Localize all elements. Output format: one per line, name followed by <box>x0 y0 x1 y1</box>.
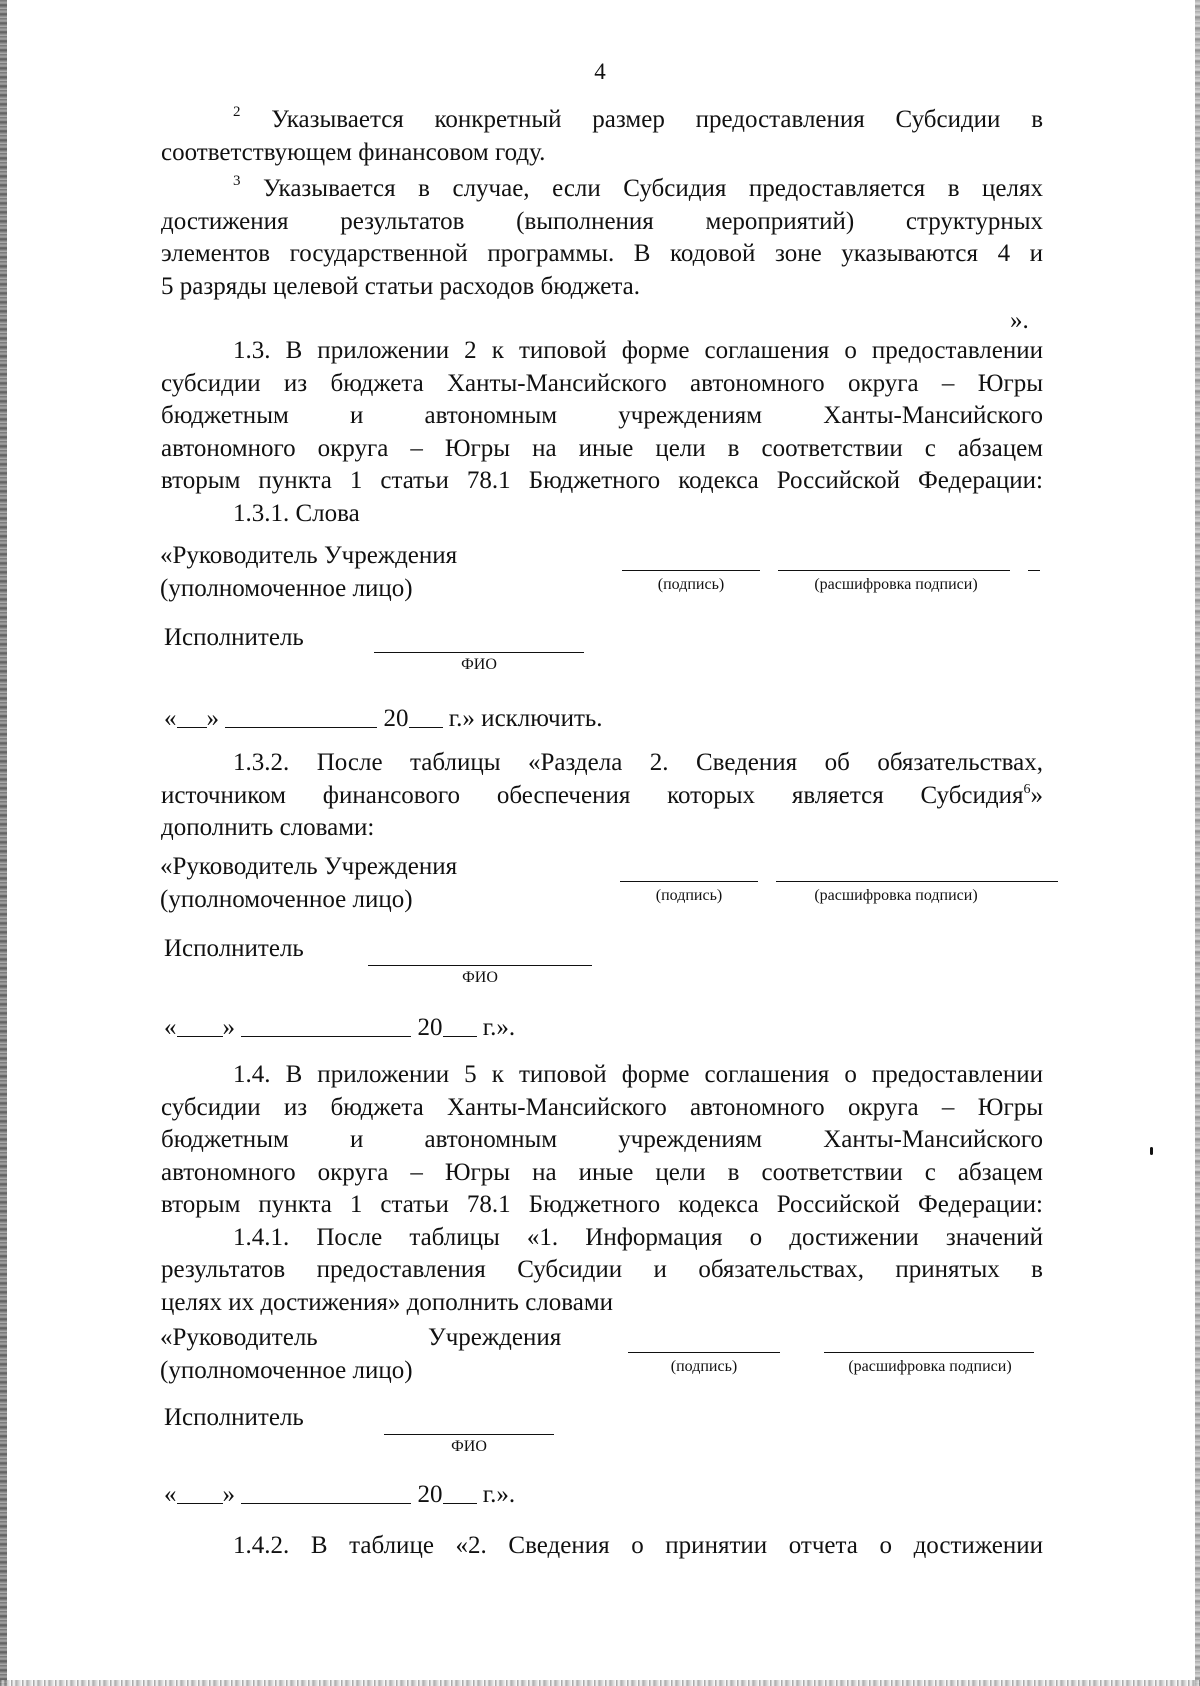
section-1-4 <box>161 1059 1043 1319</box>
date-suffix: г.». <box>482 1481 516 1508</box>
section-1-4-2 <box>161 1530 1043 1563</box>
signatory-role: «Руководитель <box>160 1324 318 1351</box>
quote-close: » <box>222 1014 235 1041</box>
scan-edge-bottom <box>0 1680 1200 1686</box>
signatory-role-word: Учреждения <box>428 1324 562 1351</box>
footnote-2-line-2: соответствующем финансовом году. <box>161 138 546 166</box>
signature-block-2 <box>160 851 1060 1041</box>
day-blank <box>177 1485 223 1504</box>
signature-caption: (подпись) <box>670 1358 738 1375</box>
line-fragment <box>1028 570 1040 571</box>
date-suffix: г.» исключить. <box>448 705 603 732</box>
signature-line <box>622 570 760 571</box>
year-prefix: 20 <box>417 1481 443 1508</box>
paragraph-line: результатов предоставления Субсидии и обязательствах, принятых в <box>161 1256 1043 1283</box>
paragraph-line: бюджетным и автономным учреждениям Ханты-Мансийского <box>161 1126 1043 1153</box>
section-1-3-2 <box>161 747 1043 845</box>
paragraph-line: автономного округа – Югры на иные цели в соответствии с абзацем <box>161 1158 1043 1186</box>
paragraph-line: субсидии из бюджета Ханты-Мансийского автономного округа – Югры <box>161 1093 1043 1121</box>
paragraph-line: целях их достижения» дополнить словами <box>161 1288 614 1316</box>
paragraph-line: вторым пункта 1 статьи 78.1 Бюджетного кодекса Российской Федерации: <box>161 467 1043 494</box>
executor-label: Исполнитель <box>164 935 304 962</box>
fio-caption: ФИО <box>462 969 498 986</box>
closing-quote: ». <box>1010 307 1029 334</box>
decoding-caption: (расшифровка подписи) <box>848 1358 1012 1375</box>
footnote-3-line-1 <box>161 173 1043 206</box>
footnote-text: Указывается конкретный размер предоставления Субсидии в <box>271 106 1043 133</box>
signatory-role-note: (уполномоченное лицо) <box>160 886 413 913</box>
quote-close: » <box>222 1481 235 1508</box>
year-prefix: 20 <box>383 705 409 732</box>
quote-close: » <box>206 705 219 732</box>
signatory-role: «Руководитель Учреждения <box>160 853 458 880</box>
quote-open: « <box>164 1014 177 1041</box>
fio-caption: ФИО <box>461 656 497 673</box>
footnote-mark: 2 <box>233 104 241 120</box>
signatory-role-note: (уполномоченное лицо) <box>160 1357 413 1384</box>
scan-edge-left <box>0 0 7 1686</box>
signature-block-1 <box>160 540 1060 730</box>
date-suffix: г.». <box>482 1014 516 1041</box>
month-blank <box>241 1018 411 1037</box>
date-line <box>164 1481 515 1509</box>
signatory-role: «Руководитель Учреждения <box>160 542 458 569</box>
executor-label: Исполнитель <box>164 624 304 651</box>
paragraph-line: субсидии из бюджета Ханты-Мансийского автономного округа – Югры <box>161 369 1043 397</box>
footnote-mark: 3 <box>233 173 241 189</box>
name-line <box>778 570 1010 571</box>
paragraph-line: 1.4.1. После таблицы «1. Информация о достижении значений <box>233 1223 1043 1251</box>
quote-open: « <box>164 705 177 732</box>
executor-line <box>384 1434 554 1435</box>
paragraph-line: бюджетным и автономным учреждениям Ханты-Мансийского <box>161 402 1043 429</box>
footnote-3-line-4: 5 разряды целевой статьи расходов бюджета. <box>161 272 640 300</box>
paragraph-line: дополнить словами: <box>161 814 375 841</box>
footnote-ref: 6 <box>1023 781 1031 797</box>
fio-caption: ФИО <box>451 1438 487 1455</box>
name-line <box>824 1352 1034 1353</box>
month-blank <box>241 1485 411 1504</box>
paragraph-line: 1.3.2. После таблицы «Раздела 2. Сведения об обязательствах, <box>233 749 1043 776</box>
signature-caption: (подпись) <box>655 887 723 904</box>
section-1-3 <box>161 335 1043 530</box>
quote-close: » <box>1030 781 1043 809</box>
executor-line <box>368 965 592 966</box>
month-blank <box>225 709 377 728</box>
paragraph-line: 1.4.2. В таблице «2. Сведения о принятии отчета о достижении <box>233 1532 1043 1559</box>
paragraph-text: источником финансового обеспечения которых является Субсидия <box>161 781 1024 809</box>
scan-edge-right <box>1195 0 1200 1686</box>
footnote-3-line-2: достижения результатов (выполнения мероприятий) структурных <box>161 207 1043 235</box>
paragraph-line: 1.4. В приложении 5 к типовой форме соглашения о предоставлении <box>233 1061 1043 1088</box>
quote-open: « <box>164 1481 177 1508</box>
signature-caption: (подпись) <box>657 576 725 593</box>
year-blank <box>409 709 443 728</box>
day-blank <box>177 1018 223 1037</box>
footnote-3 <box>161 173 1043 303</box>
footnote-2-line-1 <box>161 104 1043 137</box>
year-blank <box>443 1018 477 1037</box>
executor-label: Исполнитель <box>164 1404 304 1431</box>
paragraph-line: 1.3.1. Слова <box>233 499 360 527</box>
footnote-2 <box>161 104 1043 169</box>
year-blank <box>443 1485 477 1504</box>
decoding-caption: (расшифровка подписи) <box>814 887 978 904</box>
signatory-role-note: (уполномоченное лицо) <box>160 575 413 602</box>
year-prefix: 20 <box>417 1014 443 1041</box>
date-line <box>164 705 603 733</box>
paragraph-line <box>161 780 1043 813</box>
signature-block-3 <box>160 1322 1060 1512</box>
paragraph-line: вторым пункта 1 статьи 78.1 Бюджетного кодекса Российской Федерации: <box>161 1191 1043 1218</box>
paragraph-line: 1.3. В приложении 2 к типовой форме соглашения о предоставлении <box>233 337 1043 364</box>
signature-line <box>628 1352 780 1353</box>
name-line <box>776 881 1058 882</box>
date-line <box>164 1014 515 1042</box>
scan-speck <box>1150 1147 1153 1155</box>
executor-line <box>374 652 584 653</box>
footnote-text: Указывается в случае, если Субсидия предоставляется в целях <box>263 175 1043 202</box>
decoding-caption: (расшифровка подписи) <box>814 576 978 593</box>
signature-line <box>620 881 758 882</box>
footnote-3-line-3: элементов государственной программы. В кодовой зоне указываются 4 и <box>161 240 1043 267</box>
page-number: 4 <box>594 59 606 84</box>
day-blank <box>177 709 207 728</box>
paragraph-line: автономного округа – Югры на иные цели в соответствии с абзацем <box>161 434 1043 462</box>
